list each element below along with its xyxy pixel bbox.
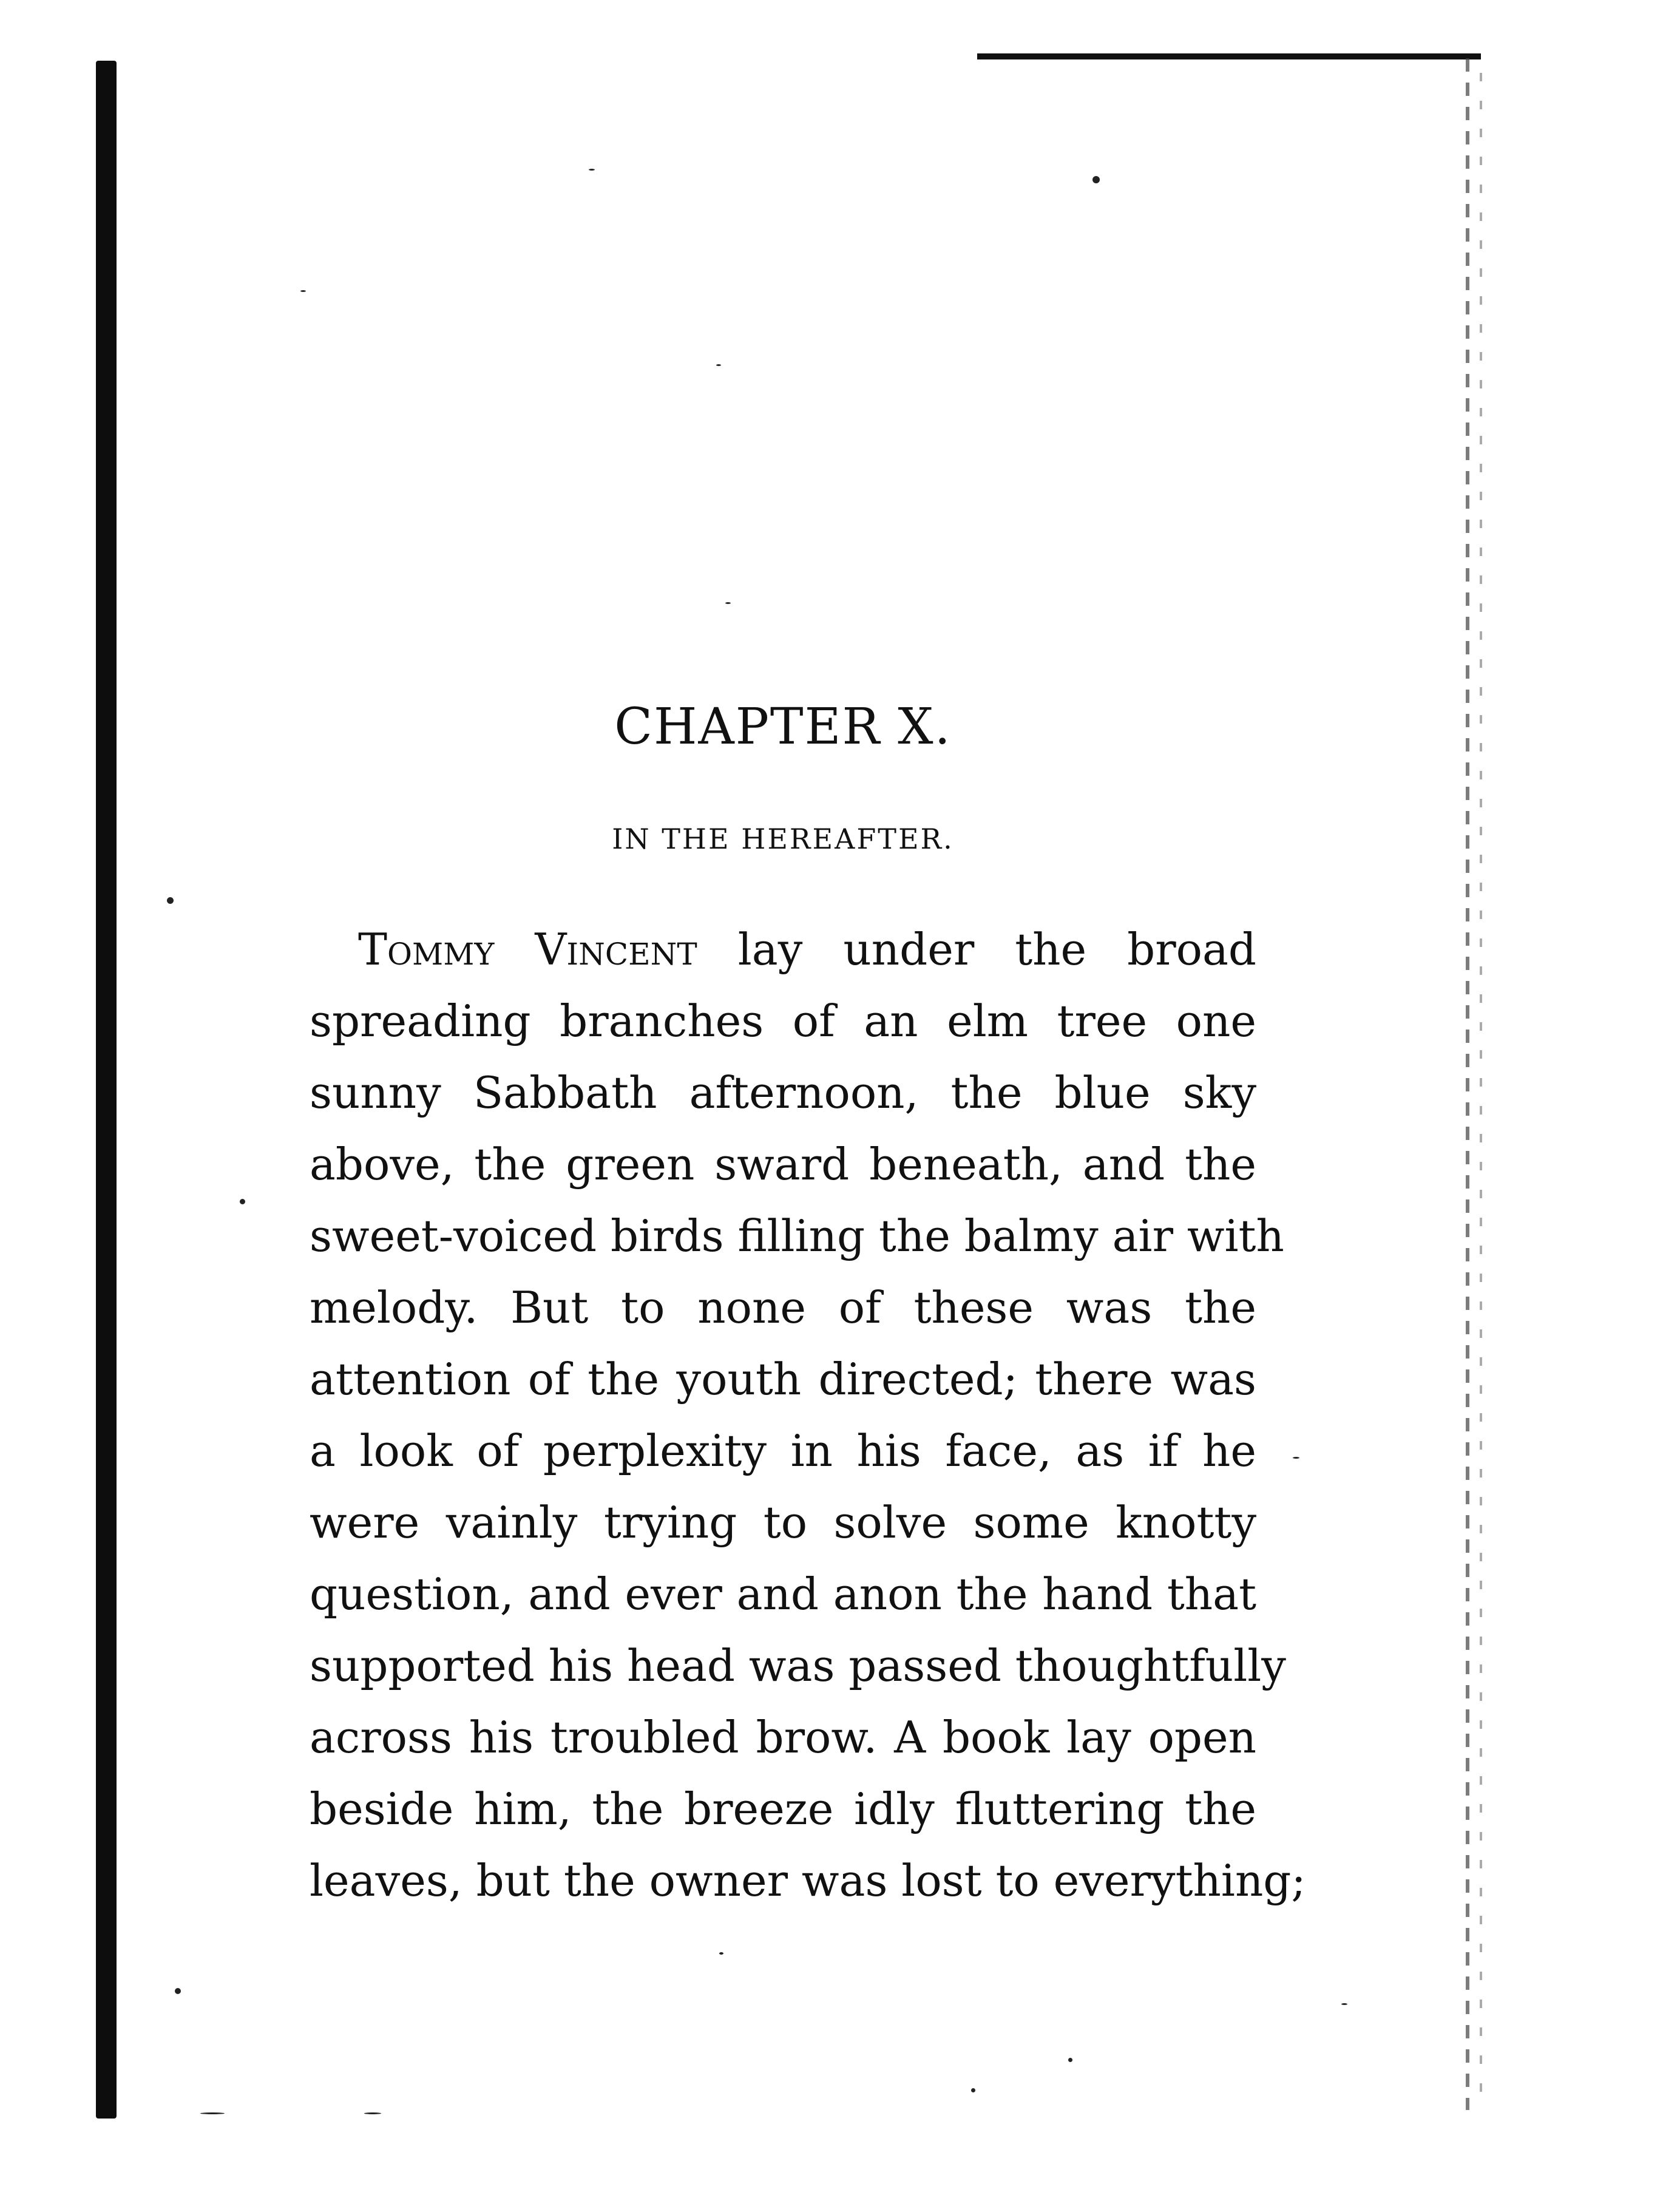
scan-speck	[725, 602, 731, 604]
text-line: supported his head was passed thoughtfully	[310, 1640, 1286, 1691]
text-line: attention of the youth directed; there was	[310, 1354, 1256, 1405]
scan-speck	[200, 2112, 225, 2114]
scan-speck	[1068, 2058, 1072, 2062]
chapter-title: CHAPTER X.	[614, 698, 952, 756]
scan-speck	[364, 2112, 381, 2114]
chapter-subtitle: IN THE HEREAFTER.	[612, 823, 954, 855]
scan-speck	[240, 1199, 245, 1204]
text-line: Tommy Vincent lay under the broad	[358, 924, 1257, 975]
scan-speck	[1092, 176, 1100, 183]
scan-speck	[175, 1988, 181, 1994]
scan-speck	[971, 2088, 975, 2092]
scan-speck	[589, 169, 595, 171]
scan-speck	[1341, 2003, 1347, 2005]
text-line: spreading branches of an elm tree one	[310, 996, 1256, 1047]
text-line: beside him, the breeze idly fluttering the	[310, 1783, 1256, 1834]
scan-speck	[1293, 1457, 1299, 1459]
scan-speck	[716, 364, 721, 366]
right-scan-border	[1466, 58, 1469, 2110]
right-scan-border-inner	[1480, 73, 1482, 2094]
text-line: sweet-voiced birds filling the balmy air with	[310, 1210, 1284, 1261]
text-line: melody. But to none of these was the	[310, 1282, 1256, 1333]
text-line: sunny Sabbath afternoon, the blue sky	[310, 1067, 1256, 1118]
character-name: Tommy Vincent	[358, 924, 697, 975]
scan-speck	[300, 290, 306, 292]
scan-speck	[167, 897, 174, 904]
page-binding-edge	[96, 61, 117, 2119]
text-line: leaves, but the owner was lost to everything;	[310, 1855, 1306, 1906]
text-line: were vainly trying to solve some knotty	[310, 1497, 1256, 1548]
text-line: across his troubled brow. A book lay open	[310, 1712, 1256, 1763]
scan-speck	[719, 1952, 723, 1955]
text-line: above, the green sward beneath, and the	[310, 1139, 1256, 1190]
chapter-body-paragraph	[310, 914, 1306, 1916]
top-edge-rule	[977, 53, 1481, 59]
text-line: question, and ever and anon the hand that	[310, 1569, 1256, 1620]
text-line: a look of perplexity in his face, as if he	[310, 1425, 1256, 1476]
